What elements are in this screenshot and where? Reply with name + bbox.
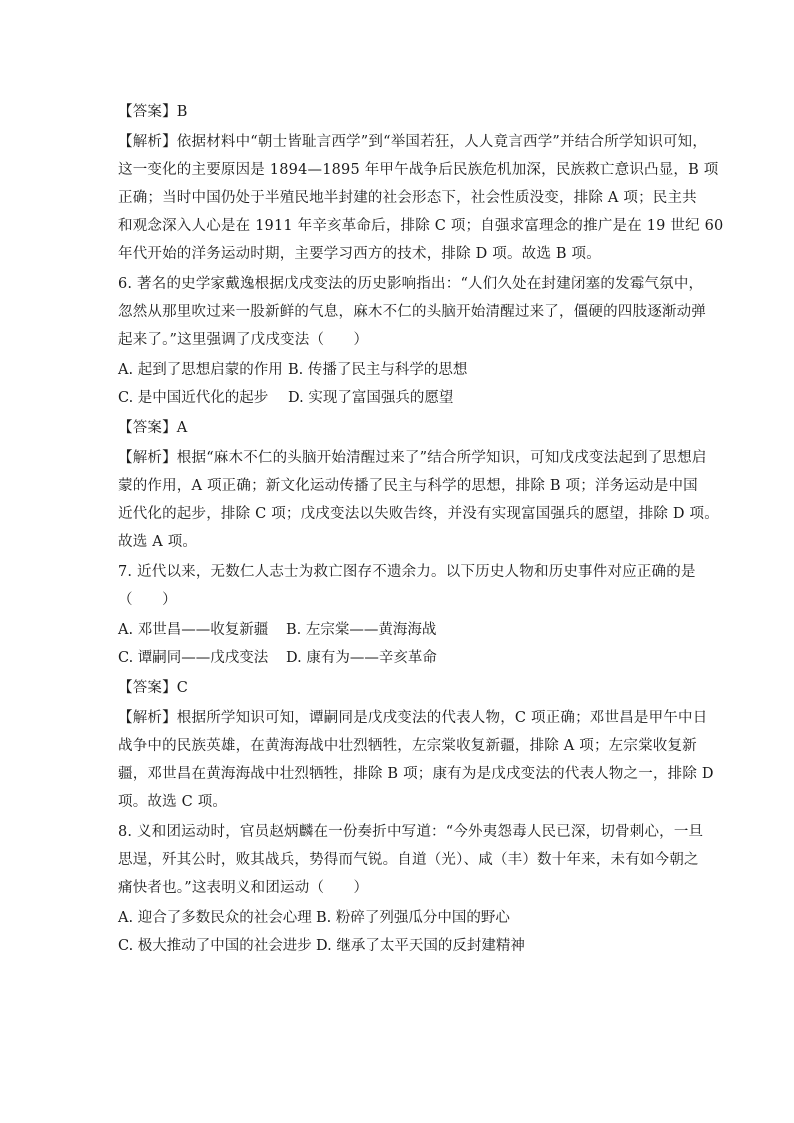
question-7 [118, 558, 696, 614]
option-row [118, 356, 678, 384]
option-a: A. 邓世昌——收复新疆 [118, 622, 269, 638]
explanation-7 [118, 704, 714, 816]
answer-5 [118, 98, 678, 126]
explanation-line: 蒙的作用，A 项正确；新文化运动传播了民主与科学的思想，排除 B 项；洋务运动是中国 [118, 478, 698, 494]
option-a: A. 迎合了多数民众的社会心理 [118, 910, 312, 926]
question-line: 痛快者也。”这表明义和团运动（ ） [118, 880, 369, 896]
option-c: C. 是中国近代化的起步 [118, 390, 269, 406]
explanation-line: 和观念深入人心是在 1911 年辛亥革命后，排除 C 项；自强求富理念的推广是在 19 世纪 60 [118, 218, 724, 234]
question-6 [118, 270, 706, 354]
option-d: D. 继承了太平天国的反封建精神 [316, 938, 525, 954]
explanation-6 [118, 444, 719, 556]
option-b: B. 左宗棠——黄海海战 [286, 622, 437, 638]
option-d: D. 实现了富国强兵的愿望 [288, 390, 454, 406]
option-row [118, 616, 678, 644]
answer-line: 【答案】A [118, 420, 188, 436]
option-c: C. 谭嗣同——戊戌变法 [118, 650, 269, 666]
option-d: D. 康有为——辛亥革命 [286, 650, 437, 666]
explanation-line: 近代化的起步，排除 C 项；戊戌变法以失败告终，并没有实现富国强兵的愿望，排除 D 项。 [118, 506, 719, 522]
option-row [118, 644, 678, 672]
explanation-line: 年代开始的洋务运动时期，主要学习西方的技术，排除 D 项。故选 B 项。 [118, 246, 601, 262]
question-8-options [118, 904, 678, 960]
explanation-line: 【解析】依据材料中“朝士皆耻言西学”到“举国若狂，人人竟言西学”并结合所学知识可知， [118, 134, 708, 150]
answer-6 [118, 414, 678, 442]
option-row [118, 384, 678, 412]
explanation-line: 故选 A 项。 [118, 534, 198, 550]
explanation-line: 【解析】根据“麻木不仁的头脑开始清醒过来了”结合所学知识，可知戊戌变法起到了思想启 [118, 450, 707, 466]
question-7-options [118, 616, 678, 672]
option-b: B. 粉碎了列强瓜分中国的野心 [316, 910, 510, 926]
option-c: C. 极大推动了中国的社会进步 [118, 938, 312, 954]
question-line: 7. 近代以来，无数仁人志士为救亡图存不遗余力。以下历史人物和历史事件对应正确的是 [118, 564, 696, 580]
question-line: 起来了。”这里强调了戊戌变法（ ） [118, 332, 369, 348]
document-page [118, 98, 724, 962]
answer-line: 【答案】B [118, 104, 188, 120]
option-a: A. 起到了思想启蒙的作用 [118, 362, 283, 378]
question-6-options [118, 356, 678, 412]
explanation-line: 疆，邓世昌在黄海海战中壮烈牺牲，排除 B 项；康有为是戊戌变法的代表人物之一，排除 D [118, 766, 714, 782]
question-line: 6. 著名的史学家戴逸根据戊戌变法的历史影响指出：“人们久处在封建闭塞的发霉气氛中， [118, 276, 704, 292]
answer-line: 【答案】C [118, 680, 189, 696]
option-row [118, 932, 678, 960]
explanation-line: 【解析】根据所学知识可知，谭嗣同是戊戌变法的代表人物，C 项正确；邓世昌是甲午中日 [118, 710, 708, 726]
answer-7 [118, 674, 678, 702]
option-row [118, 904, 678, 932]
question-line: 8. 义和团运动时，官员赵炳麟在一份奏折中写道：“今外夷怨毒人民已深，切骨刺心，一旦 [118, 824, 704, 840]
question-8 [118, 818, 704, 902]
explanation-5 [118, 128, 724, 268]
question-line: 思逞，歼其公时，败其战兵，势得而气锐。自道（光）、咸（丰）数十年来，未有如今朝之 [118, 852, 699, 868]
question-line: （ ） [118, 592, 177, 608]
explanation-line: 这一变化的主要原因是 1894—1895 年甲午战争后民族危机加深，民族救亡意识凸显，B 项 [118, 162, 719, 178]
explanation-line: 正确；当时中国仍处于半殖民地半封建的社会形态下，社会性质没变，排除 A 项；民主共 [118, 190, 697, 206]
option-b: B. 传播了民主与科学的思想 [288, 362, 468, 378]
explanation-line: 战争中的民族英雄，在黄海海战中壮烈牺牲，左宗棠收复新疆，排除 A 项；左宗棠收复新 [118, 738, 697, 754]
question-line: 忽然从那里吹过来一股新鲜的气息，麻木不仁的头脑开始清醒过来了，僵硬的四肢逐渐动弹 [118, 304, 706, 320]
explanation-line: 项。故选 C 项。 [118, 794, 228, 810]
